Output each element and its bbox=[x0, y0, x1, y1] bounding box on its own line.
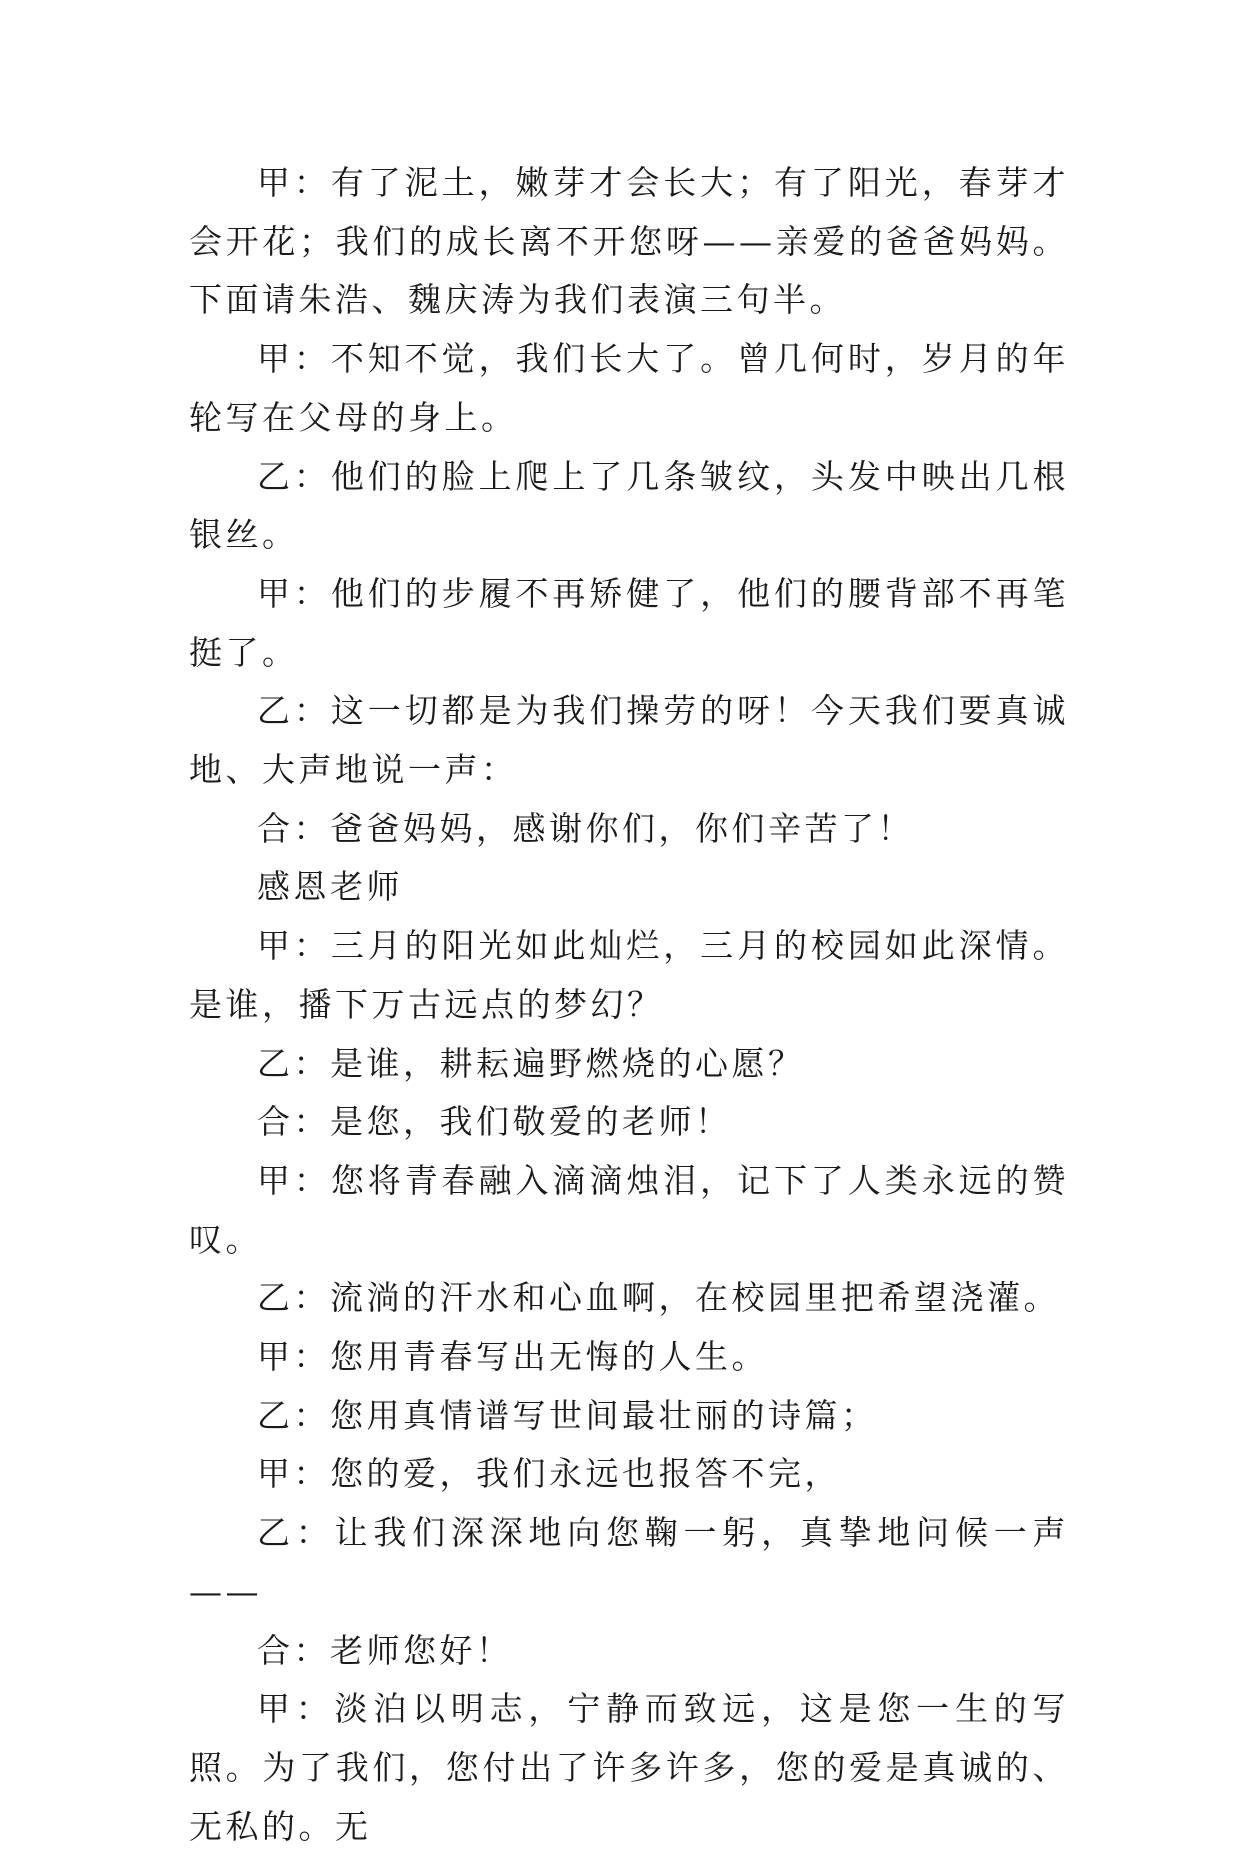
paragraph-13: 甲：您用青春写出无悔的人生。 bbox=[257, 1337, 768, 1377]
document-body bbox=[189, 154, 1069, 1856]
paragraph-16: 乙：让我们深深地向您鞠一躬，真挚地问候一声—— bbox=[189, 1513, 1069, 1611]
paragraph-6: 合：爸爸妈妈，感谢你们，你们辛苦了！ bbox=[257, 808, 914, 848]
paragraph-2: 甲：不知不觉，我们长大了。曾几何时，岁月的年轮写在父母的身上。 bbox=[189, 339, 1069, 437]
paragraph-18: 甲：淡泊以明志，宁静而致远，这是您一生的写照。为了我们，您付出了许多许多，您的爱是真诚的、无私的。无 bbox=[189, 1689, 1069, 1846]
paragraph-8: 甲：三月的阳光如此灿烂，三月的校园如此深情。是谁，播下万古远点的梦幻？ bbox=[189, 926, 1069, 1024]
paragraph-3: 乙：他们的脸上爬上了几条皱纹，头发中映出几根银丝。 bbox=[189, 456, 1069, 555]
paragraph-5: 乙：这一切都是为我们操劳的呀！今天我们要真诚地、大声地说一声： bbox=[189, 691, 1069, 790]
section-heading: 感恩老师 bbox=[257, 867, 403, 907]
paragraph-10: 合：是您，我们敬爱的老师！ bbox=[257, 1102, 732, 1142]
paragraph-15: 甲：您的爱，我们永远也报答不完， bbox=[257, 1454, 841, 1494]
paragraph-1: 甲：有了泥土，嫩芽才会长大；有了阳光，春芽才会开花；我们的成长离不开您呀——亲爱的爸爸妈妈。下面请朱浩、魏庆涛为我们表演三句半。 bbox=[189, 163, 1069, 320]
paragraph-17: 合：老师您好！ bbox=[257, 1630, 513, 1670]
paragraph-14: 乙：您用真情谱写世间最壮丽的诗篇； bbox=[257, 1395, 878, 1435]
paragraph-12: 乙：流淌的汗水和心血啊，在校园里把希望浇灌。 bbox=[257, 1278, 1060, 1318]
paragraph-11: 甲：您将青春融入滴滴烛泪，记下了人类永远的赞叹。 bbox=[189, 1160, 1069, 1259]
paragraph-4: 甲：他们的步履不再矫健了，他们的腰背部不再笔挺了。 bbox=[189, 573, 1069, 672]
paragraph-9: 乙：是谁，耕耘遍野燃烧的心愿？ bbox=[257, 1043, 805, 1083]
